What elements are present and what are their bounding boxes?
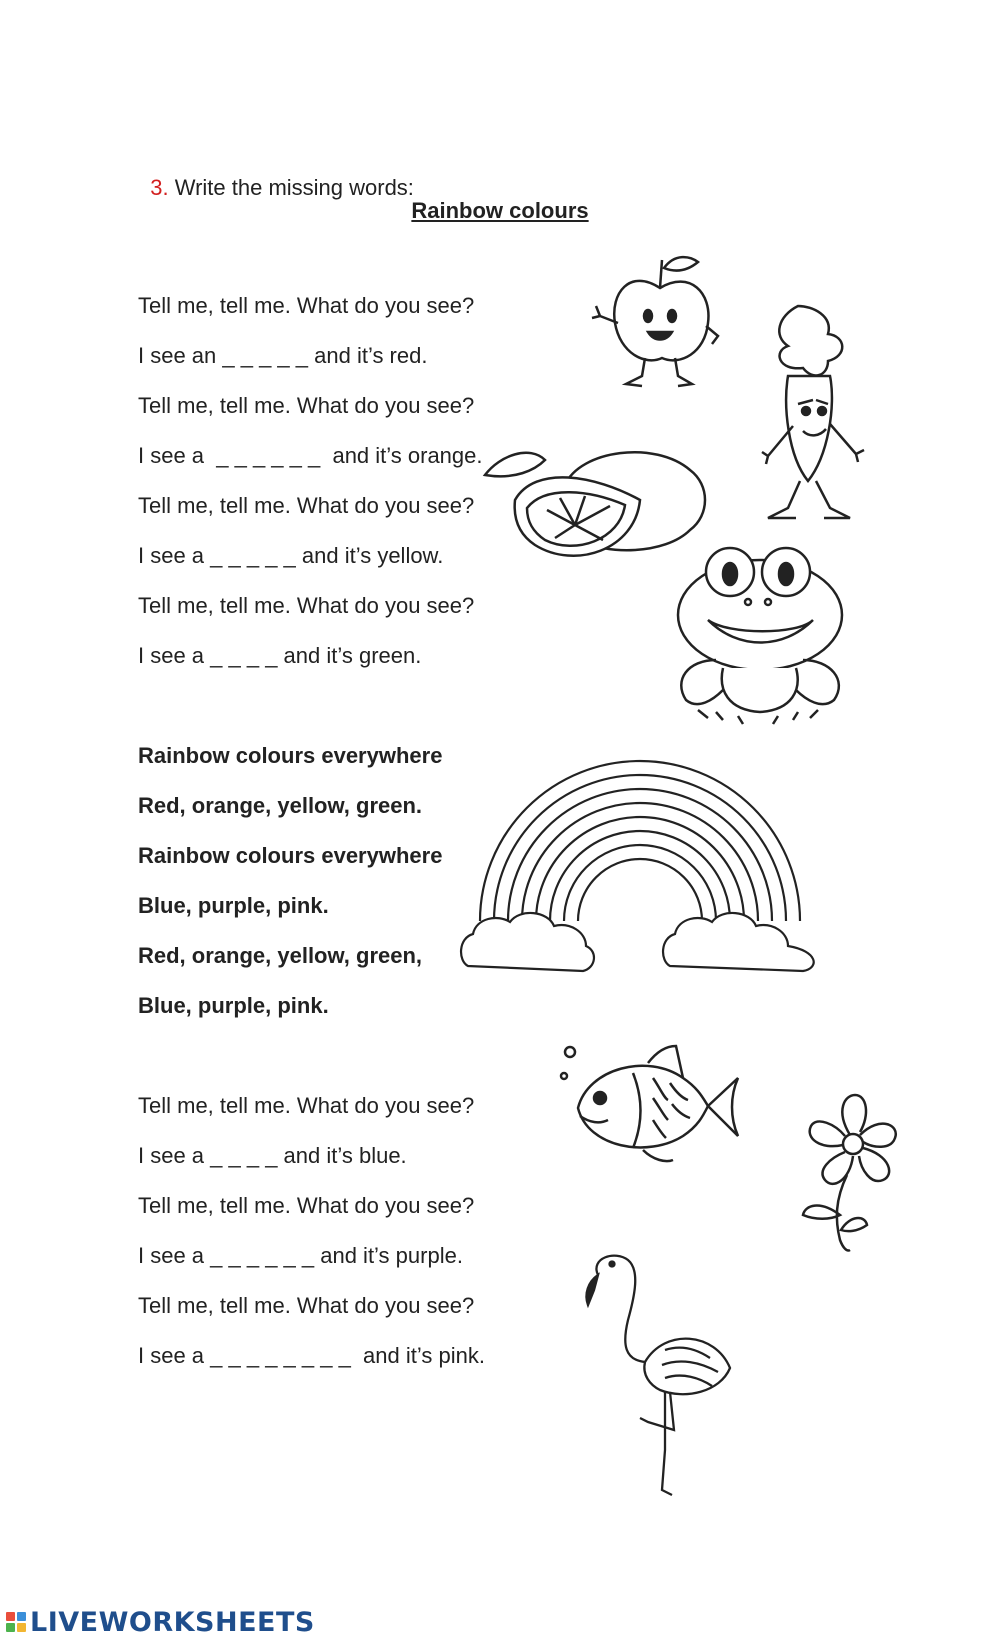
page-title: Rainbow colours: [411, 198, 589, 223]
verse1-line-4[interactable]: I see a _ _ _ _ _ _ and it’s orange.: [138, 443, 483, 468]
verse2-line-1: Tell me, tell me. What do you see?: [138, 1093, 475, 1118]
flamingo-icon: [570, 1250, 740, 1505]
verse1-line-3: Tell me, tell me. What do you see?: [138, 393, 475, 418]
chorus-line-1: Rainbow colours everywhere: [138, 743, 443, 768]
footer: [6, 1607, 315, 1637]
verse1-line-8[interactable]: I see a _ _ _ _ and it’s green.: [138, 643, 422, 668]
fish-icon: [558, 1038, 748, 1178]
verse1-line-1: Tell me, tell me. What do you see?: [138, 293, 475, 318]
verse2-line-6[interactable]: I see a _ _ _ _ _ _ _ _ and it’s pink.: [138, 1343, 485, 1368]
carrot-icon: [758, 296, 878, 536]
apple-icon: [590, 248, 740, 398]
task-number: 3.: [150, 175, 169, 200]
verse1-line-5: Tell me, tell me. What do you see?: [138, 493, 475, 518]
liveworksheets-logo-icon: [6, 1612, 26, 1632]
verse1-line-2[interactable]: I see an _ _ _ _ _ and it’s red.: [138, 343, 428, 368]
verse2-line-2[interactable]: I see a _ _ _ _ and it’s blue.: [138, 1143, 407, 1168]
flower-icon: [795, 1090, 905, 1260]
footer-brand[interactable]: LIVEWORKSHEETS: [30, 1606, 315, 1638]
chorus-line-4: Blue, purple, pink.: [138, 893, 329, 918]
instruction: [138, 146, 414, 202]
chorus-line-6: Blue, purple, pink.: [138, 993, 329, 1018]
verse2-line-3: Tell me, tell me. What do you see?: [138, 1193, 475, 1218]
chorus-line-5: Red, orange, yellow, green,: [138, 943, 423, 968]
verse1-line-7: Tell me, tell me. What do you see?: [138, 593, 475, 618]
instruction-text: Write the missing words:: [168, 175, 414, 200]
rainbow-icon: [458, 756, 823, 991]
chorus-line-3: Rainbow colours everywhere: [138, 843, 443, 868]
verse1-line-6[interactable]: I see a _ _ _ _ _ and it’s yellow.: [138, 543, 444, 568]
verse2-line-5: Tell me, tell me. What do you see?: [138, 1293, 475, 1318]
chorus-line-2: Red, orange, yellow, green.: [138, 793, 423, 818]
frog-icon: [668, 540, 853, 740]
verse2-line-4[interactable]: I see a _ _ _ _ _ _ and it’s purple.: [138, 1243, 463, 1268]
